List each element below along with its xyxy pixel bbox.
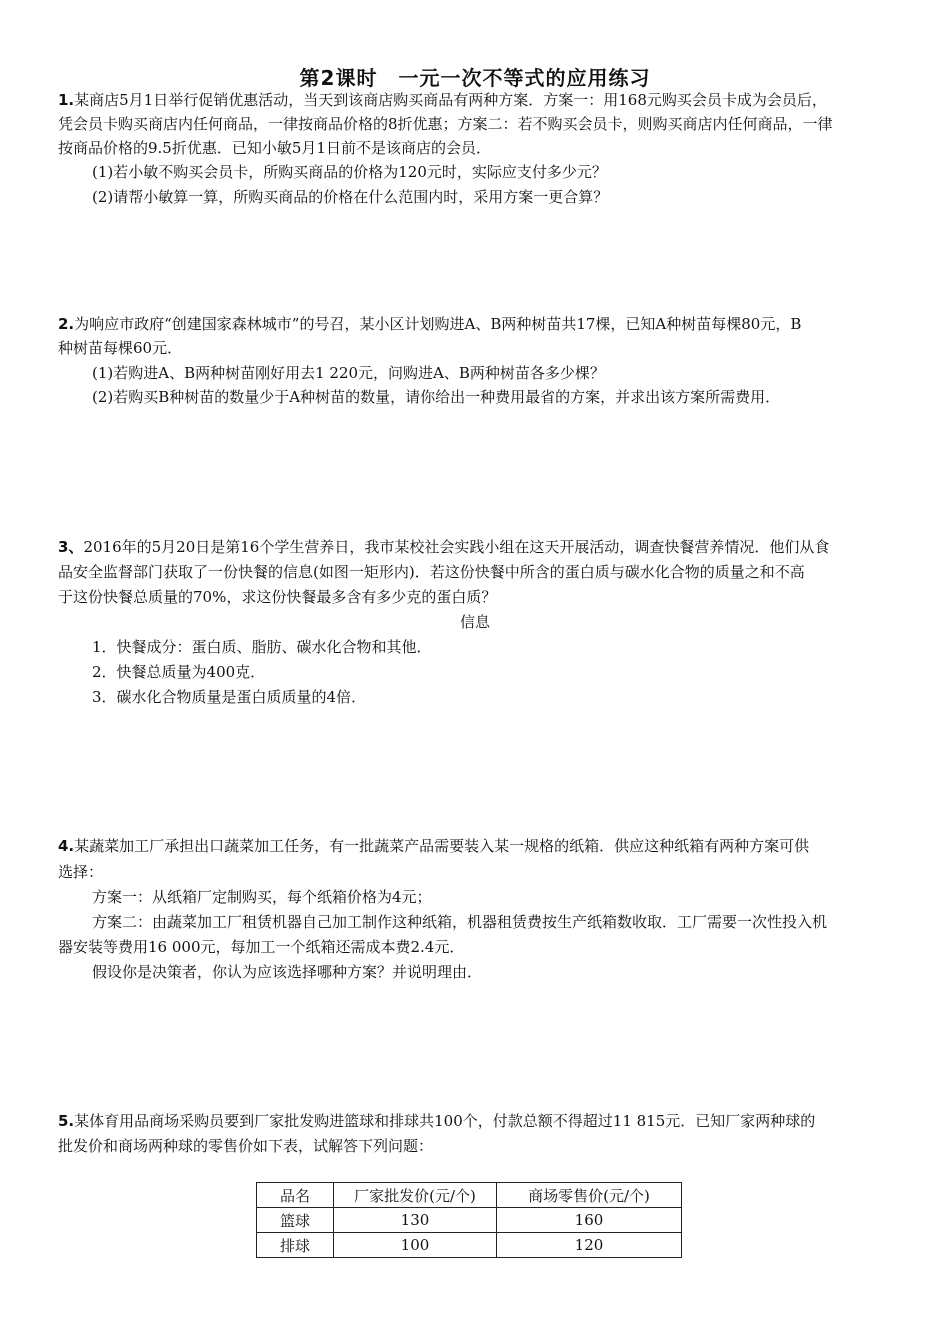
q4-plan-2-line-2: 器安装等费用16 000元，每加工一个纸箱还需成本费2.4元． <box>58 938 465 956</box>
q2-number: 2. <box>58 315 75 333</box>
table-header-row <box>257 1183 682 1208</box>
q4-line-1: 4.某蔬菜加工厂承担出口蔬菜加工任务，有一批蔬菜产品需要装入某一规格的纸箱．供应这种纸箱有两种方案可供 <box>58 837 810 855</box>
table-cell: 排球 <box>257 1233 334 1258</box>
q1-line-1: 1.某商店5月1日举行促销优惠活动，当天到该商店购买商品有两种方案．方案一：用168元购买会员卡成为会员后， <box>58 91 827 109</box>
q4-question: 假设你是决策者，你认为应该选择哪种方案？并说明理由． <box>92 963 483 981</box>
q5-line-1: 5.某体育用品商场采购员要到厂家批发购进篮球和排球共100个，付款总额不得超过11 815元．已知厂家两种球的 <box>58 1112 816 1130</box>
q1-number: 1. <box>58 91 75 109</box>
q4-line-2: 选择： <box>58 863 104 881</box>
table-cell: 160 <box>497 1208 682 1233</box>
table-row <box>257 1208 682 1233</box>
q3-line-1: 3、2016年的5月20日是第16个学生营养日，我市某校社会实践小组在这天开展活动，调查快餐营养情况．他们从食 <box>58 538 830 556</box>
q4-number: 4. <box>58 837 75 855</box>
price-table <box>256 1182 682 1258</box>
info-box-title: 信息 <box>459 613 490 631</box>
page-title: 第2课时 一元一次不等式的应用练习 <box>299 66 651 90</box>
q2-subquestion-1: (1)若购进A、B两种树苗刚好用去1 220元，问购进A、B两种树苗各多少棵？ <box>92 364 605 382</box>
q3-line-2: 品安全监督部门获取了一份快餐的信息(如图一矩形内)．若这份快餐中所含的蛋白质与碳水化合物的质量之和不高 <box>58 563 805 581</box>
info-item-2: 2．快餐总质量为400克． <box>92 663 266 681</box>
q4-plan-2-line-1: 方案二：由蔬菜加工厂租赁机器自己加工制作这种纸箱，机器租赁费按生产纸箱数收取．工厂需要一次性投入机 <box>92 913 828 931</box>
info-item-3: 3．碳水化合物质量是蛋白质质量的4倍． <box>92 688 367 706</box>
table-cell: 130 <box>334 1208 497 1233</box>
q2-line-2: 种树苗每棵60元． <box>58 339 183 357</box>
table-header-cell: 厂家批发价(元/个) <box>334 1183 497 1208</box>
table-header-cell: 品名 <box>257 1183 334 1208</box>
q4-plan-1: 方案一：从纸箱厂定制购买，每个纸箱价格为4元； <box>92 888 432 906</box>
q1-subquestion-1: (1)若小敏不购买会员卡，所购买商品的价格为120元时，实际应支付多少元？ <box>92 163 607 181</box>
q3-number: 3、 <box>58 538 84 556</box>
q2-subquestion-2: (2)若购买B种树苗的数量少于A种树苗的数量，请你给出一种费用最省的方案，并求出该方案所需费用． <box>92 388 781 406</box>
table-header-cell: 商场零售价(元/个) <box>497 1183 682 1208</box>
q5-number: 5. <box>58 1112 75 1130</box>
q1-subquestion-2: (2)请帮小敏算一算，所购买商品的价格在什么范围内时，采用方案一更合算？ <box>92 188 609 206</box>
table-cell: 100 <box>334 1233 497 1258</box>
q2-line-1: 2.为响应市政府“创建国家森林城市”的号召，某小区计划购进A、B两种树苗共17棵，已知A种树苗每棵80元，B <box>58 315 802 333</box>
table-cell: 120 <box>497 1233 682 1258</box>
q5-line-2: 批发价和商场两种球的零售价如下表，试解答下列问题： <box>58 1137 434 1155</box>
q1-line-3: 按商品价格的9.5折优惠．已知小敏5月1日前不是该商店的会员． <box>58 139 491 157</box>
q1-line-2: 凭会员卡购买商店内任何商品，一律按商品价格的8折优惠；方案二：若不购买会员卡，则购买商店内任何商品，一律 <box>58 115 833 133</box>
info-item-1: 1．快餐成分：蛋白质、脂肪、碳水化合物和其他． <box>92 638 432 656</box>
q3-line-3: 于这份快餐总质量的70%，求这份快餐最多含有多少克的蛋白质？ <box>58 588 497 606</box>
table-cell: 篮球 <box>257 1208 334 1233</box>
table-row <box>257 1233 682 1258</box>
